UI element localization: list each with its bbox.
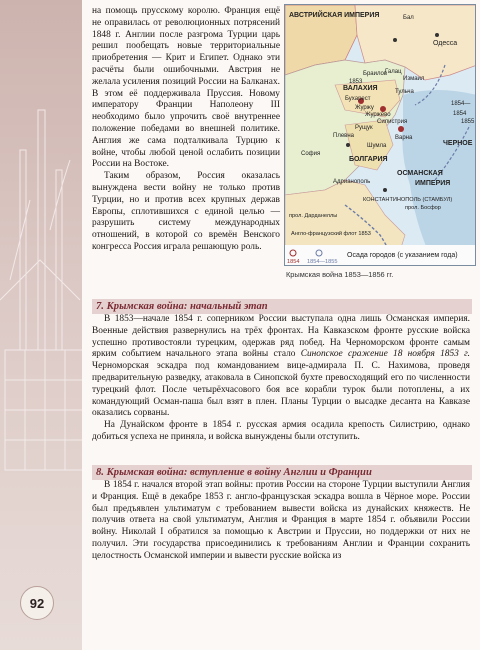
map-label-year-1855: 1855 bbox=[461, 119, 475, 125]
map-label-varna: Варна bbox=[395, 135, 413, 141]
page-number: 92 bbox=[20, 586, 54, 620]
crimean-war-map bbox=[284, 4, 476, 266]
legend-text: Осада городов (с указанием года) bbox=[347, 252, 458, 259]
map-label-balti: Бал bbox=[403, 15, 414, 21]
map-label-bosphorus: прол. Босфор bbox=[405, 205, 441, 211]
section-title-7: 7. Крымская война: начальный этап bbox=[92, 299, 472, 314]
map-label-ruschuk: Рущук bbox=[355, 125, 373, 131]
factory-illustration bbox=[0, 0, 90, 650]
map-label-shumla: Шумла bbox=[367, 143, 387, 149]
left-text-column bbox=[92, 6, 280, 254]
map-label-giurgiu: Журжево bbox=[365, 112, 391, 118]
map-label-galats: Галац bbox=[385, 69, 402, 75]
map-label-dardanelles: прол. Дарданеллы bbox=[289, 213, 338, 219]
paragraph: На Дунайском фронте в 1854 г. русская армия осадила крепость Силистрию, однако добиться успеха не приняла, и войска вынуждены были отступить. bbox=[92, 420, 470, 442]
map-label-tulcha: Тульча bbox=[395, 89, 414, 95]
map-graphic bbox=[285, 5, 476, 266]
map-label-empire: ИМПЕРИЯ bbox=[415, 180, 451, 187]
section-8-body bbox=[92, 480, 470, 563]
map-label-austria: АВСТРИЙСКАЯ ИМПЕРИЯ bbox=[289, 12, 380, 19]
map-label-brailov: Браилов bbox=[363, 71, 388, 77]
map-label-ottoman: ОСМАНСКАЯ bbox=[397, 170, 443, 177]
section-7-body bbox=[92, 314, 470, 444]
map-label-black-sea: ЧЕРНОЕ bbox=[443, 140, 473, 147]
map-label-year-1853: 1853 bbox=[349, 79, 363, 85]
map-label-bucharest: Бухарест bbox=[345, 96, 371, 102]
legend-year-1854: 1854 bbox=[287, 259, 300, 265]
map-label-constantinople: КОНСТАНТИНОПОЛЬ (СТАМБУЛ) bbox=[363, 197, 453, 203]
map-label-odessa: Одесса bbox=[433, 40, 458, 47]
legend-year-1854-1855: 1854—1855 bbox=[307, 259, 338, 265]
paragraph: на помощь прусскому королю. Франция ещё не оправилась от революционных потрясений 1848 г. Англии после разгрома Турции царь решил пообещать новые территориальные приобретения — Крит и Египет. Однако эти расчёты были ошибочными. Австрия не желала усиления позиций России на Балканах. В этом её поддерживала Пруссия. Новому императору Франции Наполеону III необходимо было упрочить своё внутреннее положение победами во внешней политике. Англия же сама подталкивала Турцию к войне, чтобы любой ценой ослабить позиции России на Востоке. bbox=[92, 6, 280, 170]
paragraph: В 1854 г. начался второй этап войны: против России на стороне Турции выступили Англия и Франция. Ещё в декабре 1853 г. англо-французская эскадра вошла в Чёрное море. России был предъявлен ультиматум с требованием вывести войска из дунайских княжеств. Не получив ответа на свой ультиматум, Англия и Франция в марте 1854 г. объявили России войну. Николай I обратился за помощью к Австрии и Пруссии, но поддержки от них не получил. Эти государства присоединились к требованиям Англии и Франции сохранить целостность Османской империи и вывести русские войска из bbox=[92, 480, 470, 561]
paragraph: В 1853—начале 1854 г. соперником России выступала одна лишь Османская империя. Военные действия развернулись на трёх фронтах. На Кавказском фронте русские войска успешно противостояли турецким, одержав ряд побед. На Черноморском фронте самым ярким событием начального этапа войны стало Синопское сражение 18 ноября 1853 г. Черноморская эскадра под командованием вице-адмирала П. С. Нахимова, проведя предварительную разведку, атаковала в Синопской бухте превосходящий его по численности турецкий флот. После четырёхчасового боя все корабли турок были потоплены, а их командующий Осман-паша был взят в плен. Планы Турции о высадке десанта на Кавказе оказались сорваны. bbox=[92, 314, 470, 419]
map-label-sofia: София bbox=[301, 151, 321, 157]
section-title-8: 8. Крымская война: вступление в войну Англии и Франции bbox=[92, 465, 472, 480]
map-label-year-1854: 1854 bbox=[453, 111, 467, 117]
paragraph: Таким образом, Россия оказалась вынуждена вести войну не только против Турции, но и против всех крупных держав Европы, сплотившихся с единой целью — разрушить систему международных отношений, в которой со времён Венского конгресса Россия играла решающую роль. bbox=[92, 171, 280, 252]
map-label-wallachia: ВАЛАХИЯ bbox=[343, 85, 378, 92]
map-label-adrianople: Адрианополь bbox=[333, 179, 371, 185]
map-label-silistria: Силистрия bbox=[377, 119, 408, 125]
map-caption: Крымская война 1853—1856 гг. bbox=[286, 270, 394, 279]
map-label-izmail: Измаил bbox=[403, 76, 425, 82]
decorative-sidebar bbox=[0, 0, 90, 650]
map-label-zhurzha: Журжу bbox=[355, 105, 374, 111]
map-label-plevna: Плевна bbox=[333, 133, 354, 139]
map-label-year-1854b: 1854— bbox=[451, 101, 471, 107]
map-label-bulgaria: БОЛГАРИЯ bbox=[349, 156, 388, 163]
map-label-fleet: Англо-французский флот 1853 bbox=[291, 231, 371, 237]
